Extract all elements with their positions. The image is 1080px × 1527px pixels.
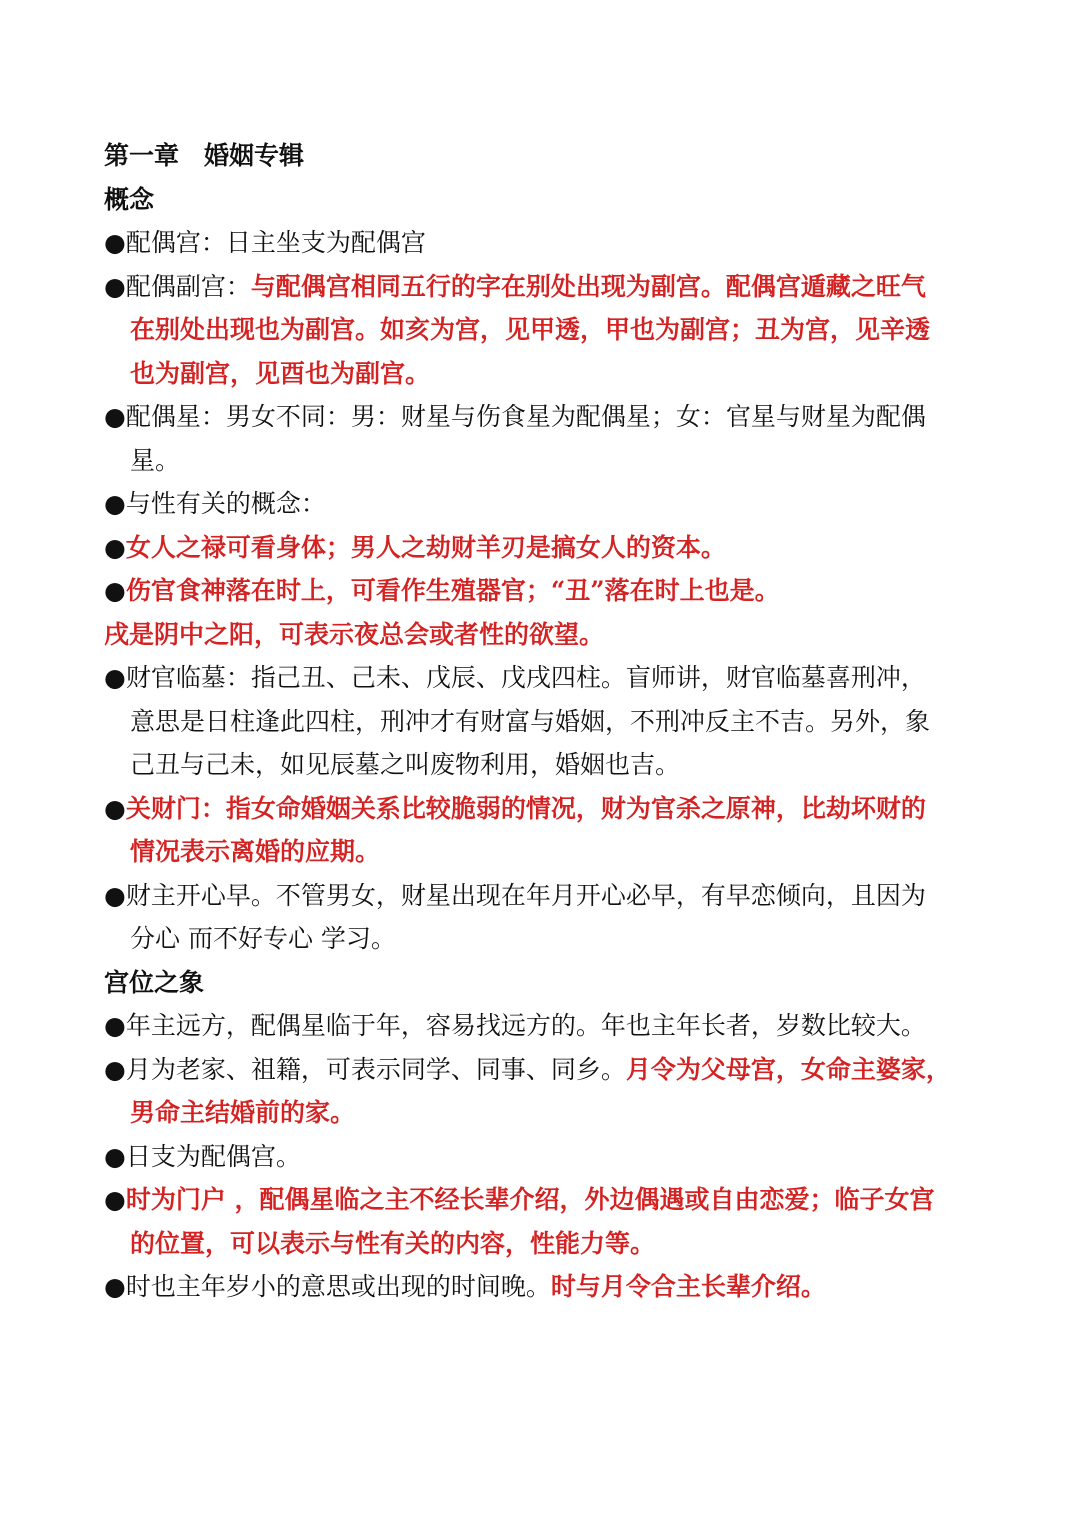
- body-text: 第一章 婚姻专辑: [104, 141, 305, 170]
- body-text: 时也主年岁小的意思或出现的时间晚。: [125, 1272, 551, 1301]
- bullet-item: [104, 395, 964, 439]
- body-text: 财官临墓：指己丑、己未、戊辰、戊戌四柱。盲师讲，财官临墓喜刑冲，: [125, 663, 926, 692]
- bullet-item: [104, 1135, 964, 1179]
- bullet-icon: ●: [104, 1011, 126, 1040]
- bullet-item: [104, 569, 964, 613]
- highlighted-text: 的位置，可以表示与性有关的内容，性能力等。: [130, 1228, 656, 1258]
- section-heading: [104, 178, 964, 222]
- bullet-item: [104, 1265, 964, 1309]
- bullet-item: [104, 221, 964, 265]
- highlighted-text: 时与月令合主长辈介绍。: [550, 1272, 826, 1301]
- bullet-icon: ●: [104, 1054, 126, 1084]
- continuation-line: [104, 308, 964, 352]
- bullet-item: [104, 1004, 964, 1048]
- highlighted-text: 戌是阴中之阳，可表示夜总会或者性的欲望。: [104, 619, 605, 649]
- bullet-item: [104, 787, 964, 831]
- highlighted-text: 也为副宫，见酉也为副宫。: [130, 358, 431, 388]
- body-text: 年主远方，配偶星临于年，容易找远方的。年也主年长者，岁数比较大。: [125, 1011, 926, 1040]
- bullet-icon: ●: [104, 1272, 126, 1301]
- continuation-line: [104, 439, 964, 483]
- bullet-icon: ●: [104, 1141, 126, 1171]
- bullet-item: [104, 526, 964, 570]
- bullet-item: [104, 265, 964, 309]
- highlighted-text: 情况表示离婚的应期。: [130, 837, 381, 866]
- body-text: 与性有关的概念：: [125, 489, 326, 518]
- body-text: 概念: [104, 184, 155, 214]
- section-heading: [104, 134, 964, 178]
- highlighted-text: 男命主结婚前的家。: [130, 1098, 356, 1127]
- highlighted-text: 与配偶宫相同五行的字在别处出现为副宫。配偶宫遁藏之旺气: [250, 271, 926, 301]
- continuation-line: [104, 700, 964, 744]
- highlighted-text: 关财门：指女命婚姻关系比较脆弱的情况，财为官杀之原神，比劫坏财的: [125, 793, 926, 823]
- body-text: 配偶副宫：: [125, 271, 251, 301]
- bullet-icon: ●: [104, 532, 126, 562]
- continuation-line: [104, 1222, 964, 1266]
- continuation-line: [104, 743, 964, 787]
- highlighted-text: 伤官食神落在时上，可看作生殖器官；“丑”落在时上也是。: [125, 576, 780, 605]
- bullet-item: [104, 482, 964, 526]
- bullet-icon: ●: [104, 576, 126, 605]
- highlighted-text: 时为门户 ，配偶星临之主不经长辈介绍，外边偶遇或自由恋爱；临子女宫: [125, 1185, 935, 1214]
- body-text: 配偶宫：日主坐支为配偶宫: [125, 228, 426, 257]
- bullet-icon: ●: [104, 1185, 126, 1214]
- body-text: 配偶星：男女不同：男：财星与伤食星为配偶星；女：官星与财星为配偶: [125, 402, 926, 431]
- body-text: 意思是日柱逢此四柱，刑冲才有财富与婚姻，不刑冲反主不吉。另外，象: [130, 706, 931, 736]
- body-text: 月为老家、祖籍，可表示同学、同事、同乡。: [125, 1054, 626, 1084]
- text-line: [104, 613, 964, 657]
- body-text: 己丑与己未，如见辰墓之叫废物利用，婚姻也吉。: [130, 750, 681, 779]
- bullet-icon: ●: [104, 793, 126, 823]
- body-text: 分心 而不好专心 学习。: [130, 924, 396, 953]
- section-heading: [104, 961, 964, 1005]
- continuation-line: [104, 352, 964, 396]
- highlighted-text: 女人之禄可看身体；男人之劫财羊刃是搞女人的资本。: [125, 532, 726, 562]
- document-page: [104, 134, 964, 1309]
- body-text: 日支为配偶宫。: [125, 1141, 301, 1171]
- body-text: 星。: [130, 445, 181, 475]
- bullet-icon: ●: [104, 663, 126, 692]
- bullet-icon: ●: [104, 228, 126, 257]
- bullet-item: [104, 874, 964, 918]
- bullet-icon: ●: [104, 271, 126, 301]
- continuation-line: [104, 830, 964, 874]
- body-text: 宫位之象: [104, 967, 205, 997]
- highlighted-text: 在别处出现也为副宫。如亥为宫，见甲透，甲也为副宫；丑为宫，见辛透: [130, 315, 931, 344]
- body-text: 财主开心早。不管男女，财星出现在年月开心必早，有早恋倾向，且因为: [125, 880, 926, 910]
- bullet-item: [104, 1178, 964, 1222]
- continuation-line: [104, 917, 964, 961]
- bullet-item: [104, 1048, 964, 1092]
- bullet-icon: ●: [104, 489, 126, 518]
- bullet-icon: ●: [104, 402, 126, 431]
- bullet-icon: ●: [104, 880, 126, 910]
- bullet-item: [104, 656, 964, 700]
- highlighted-text: 月令为父母宫，女命主婆家，: [625, 1054, 951, 1084]
- continuation-line: [104, 1091, 964, 1135]
